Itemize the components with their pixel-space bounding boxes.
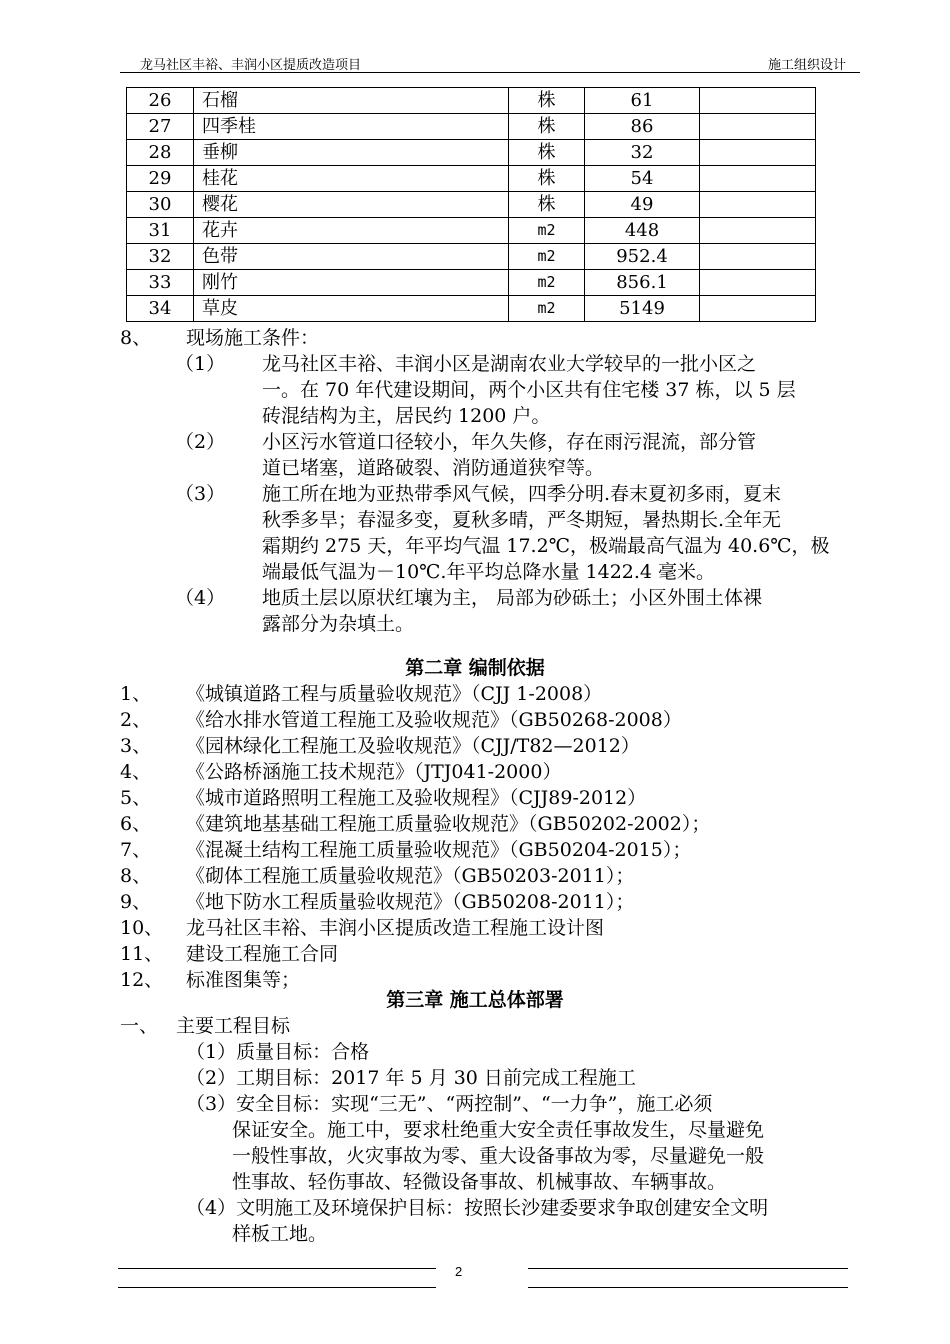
plant-name-cell: 垂柳 xyxy=(194,140,509,166)
plant-name-cell: 四季桂 xyxy=(194,114,509,140)
reference-number: 4、 xyxy=(120,761,152,783)
goal-quality: （1）质量目标：合格 xyxy=(186,1041,370,1063)
row-number-cell: 28 xyxy=(127,140,194,166)
plant-name-cell: 石榴 xyxy=(194,88,509,114)
goal-schedule: （2）工期目标：2017 年 5 月 30 日前完成工程施工 xyxy=(186,1067,636,1089)
table-row xyxy=(127,244,816,270)
goal-environment-line: 样板工地。 xyxy=(232,1223,328,1245)
section-1-number: 一、 xyxy=(120,1015,159,1037)
condition-4-number: （4） xyxy=(175,587,226,609)
condition-3-line: 施工所在地为亚热带季风气候，四季分明.春末夏初多雨，夏末 xyxy=(262,483,782,505)
reference-number: 7、 xyxy=(120,839,152,861)
reference-item: 《地下防水工程质量验收规范》（GB50208-2011）； xyxy=(186,891,635,913)
reference-item: 龙马社区丰裕、丰润小区提质改造工程施工设计图 xyxy=(186,917,605,939)
chapter-2-title: 第二章 编制依据 xyxy=(405,657,545,679)
quantity-cell: 448 xyxy=(585,218,700,244)
condition-3-line: 端最低气温为－10℃.年平均总降水量 1422.4 毫米。 xyxy=(262,561,716,583)
header-rule xyxy=(120,72,860,73)
unit-cell: 株 xyxy=(509,88,585,114)
unit-cell: 株 xyxy=(509,166,585,192)
footer-rule-left-top xyxy=(118,1268,436,1269)
unit-cell: m2 xyxy=(509,218,585,244)
reference-number: 8、 xyxy=(120,865,152,887)
remarks-cell xyxy=(700,296,816,322)
table-row xyxy=(127,88,816,114)
reference-number: 2、 xyxy=(120,709,152,731)
goal-environment-line: （4）文明施工及环境保护目标：按照长沙建委要求争取创建安全文明 xyxy=(186,1197,769,1219)
footer-rule-right-bottom xyxy=(528,1287,848,1288)
quantity-cell: 952.4 xyxy=(585,244,700,270)
reference-item: 《混凝土结构工程施工质量验收规范》（GB50204-2015）； xyxy=(186,839,692,861)
reference-number: 12、 xyxy=(120,969,164,991)
quantity-cell: 5149 xyxy=(585,296,700,322)
section-8-number: 8、 xyxy=(120,327,152,349)
reference-number: 6、 xyxy=(120,813,152,835)
condition-3-number: （3） xyxy=(175,483,226,505)
goal-safety-line: 一般性事故，火灾事故为零、重大设备事故为零，尽量避免一般 xyxy=(232,1145,765,1167)
reference-item: 标准图集等； xyxy=(186,969,301,991)
reference-item: 《建筑地基基础工程施工质量验收规范》（GB50202-2002）； xyxy=(186,813,711,835)
reference-number: 1、 xyxy=(120,683,152,705)
row-number-cell: 33 xyxy=(127,270,194,296)
table-row xyxy=(127,270,816,296)
table-row xyxy=(127,192,816,218)
plant-name-cell: 刚竹 xyxy=(194,270,509,296)
chapter-3-title: 第三章 施工总体部署 xyxy=(386,989,564,1011)
reference-item: 《砌体工程施工质量验收规范》（GB50203-2011）； xyxy=(186,865,635,887)
footer-rule-left-bottom xyxy=(118,1287,436,1288)
quantity-cell: 49 xyxy=(585,192,700,218)
reference-item: 《城市道路照明工程施工及验收规程》（CJJ89-2012） xyxy=(186,787,647,809)
condition-2-line: 小区污水管道口径较小，年久失修，存在雨污混流，部分管 xyxy=(262,431,757,453)
reference-item: 《城镇道路工程与质量验收规范》（CJJ 1-2008） xyxy=(186,683,603,705)
goal-safety-line: 性事故、轻伤事故、轻微设备事故、机械事故、车辆事故。 xyxy=(232,1171,727,1193)
table-row xyxy=(127,296,816,322)
reference-number: 3、 xyxy=(120,735,152,757)
unit-cell: m2 xyxy=(509,270,585,296)
unit-cell: 株 xyxy=(509,192,585,218)
page-number: 2 xyxy=(455,1264,463,1279)
condition-3-line: 霜期约 275 天，年平均气温 17.2℃，极端最高气温为 40.6℃，极 xyxy=(262,535,830,557)
row-number-cell: 29 xyxy=(127,166,194,192)
condition-2-number: （2） xyxy=(175,431,226,453)
remarks-cell xyxy=(700,88,816,114)
condition-4-line: 地质土层以原状红壤为主， 局部为砂砾土；小区外围土体裸 xyxy=(262,587,763,609)
condition-1-number: （1） xyxy=(175,353,226,375)
plant-name-cell: 桂花 xyxy=(194,166,509,192)
table-row xyxy=(127,218,816,244)
goal-safety-line: （3）安全目标：实现“三无”、“两控制”、“一力争”，施工必须 xyxy=(186,1093,713,1115)
unit-cell: 株 xyxy=(509,140,585,166)
plant-quantity-table xyxy=(126,87,816,322)
reference-number: 5、 xyxy=(120,787,152,809)
remarks-cell xyxy=(700,140,816,166)
plant-name-cell: 樱花 xyxy=(194,192,509,218)
row-number-cell: 27 xyxy=(127,114,194,140)
unit-cell: 株 xyxy=(509,114,585,140)
row-number-cell: 34 xyxy=(127,296,194,322)
reference-number: 10、 xyxy=(120,917,164,939)
plant-name-cell: 草皮 xyxy=(194,296,509,322)
plant-name-cell: 色带 xyxy=(194,244,509,270)
header-document-type: 施工组织设计 xyxy=(767,58,846,73)
quantity-cell: 856.1 xyxy=(585,270,700,296)
remarks-cell xyxy=(700,218,816,244)
condition-2-line: 道已堵塞，道路破裂、消防通道狭窄等。 xyxy=(262,457,605,479)
remarks-cell xyxy=(700,244,816,270)
reference-item: 《给水排水管道工程施工及验收规范》（GB50268-2008） xyxy=(186,709,682,731)
condition-3-line: 秋季多旱；春湿多变，夏秋多晴，严冬期短，暑热期长.全年无 xyxy=(262,509,782,531)
table-row xyxy=(127,114,816,140)
table-row xyxy=(127,166,816,192)
condition-1-line: 一。在 70 年代建设期间，两个小区共有住宅楼 37 栋，以 5 层 xyxy=(262,379,796,401)
section-1-title: 主要工程目标 xyxy=(176,1015,291,1037)
reference-number: 9、 xyxy=(120,891,152,913)
row-number-cell: 26 xyxy=(127,88,194,114)
row-number-cell: 30 xyxy=(127,192,194,218)
quantity-cell: 86 xyxy=(585,114,700,140)
reference-item: 《公路桥涵施工技术规范》（JTJ041-2000） xyxy=(186,761,562,783)
quantity-cell: 54 xyxy=(585,166,700,192)
header-project-title: 龙马社区丰裕、丰润小区提质改造项目 xyxy=(140,58,362,73)
reference-item: 建设工程施工合同 xyxy=(186,943,339,965)
goal-safety-line: 保证安全。施工中，要求杜绝重大安全责任事故发生，尽量避免 xyxy=(232,1119,765,1141)
quantity-cell: 61 xyxy=(585,88,700,114)
row-number-cell: 31 xyxy=(127,218,194,244)
remarks-cell xyxy=(700,192,816,218)
unit-cell: m2 xyxy=(509,244,585,270)
remarks-cell xyxy=(700,114,816,140)
remarks-cell xyxy=(700,270,816,296)
condition-4-line: 露部分为杂填土。 xyxy=(262,613,415,635)
row-number-cell: 32 xyxy=(127,244,194,270)
reference-number: 11、 xyxy=(120,943,164,965)
condition-1-line: 砖混结构为主，居民约 1200 户。 xyxy=(262,405,551,427)
quantity-cell: 32 xyxy=(585,140,700,166)
remarks-cell xyxy=(700,166,816,192)
footer-rule-right-top xyxy=(528,1268,848,1269)
section-8-title: 现场施工条件： xyxy=(186,327,320,349)
table-row xyxy=(127,140,816,166)
plant-name-cell: 花卉 xyxy=(194,218,509,244)
reference-item: 《园林绿化工程施工及验收规范》（CJJ/T82—2012） xyxy=(186,735,640,757)
condition-1-line: 龙马社区丰裕、丰润小区是湖南农业大学较早的一批小区之 xyxy=(262,353,757,375)
unit-cell: m2 xyxy=(509,296,585,322)
